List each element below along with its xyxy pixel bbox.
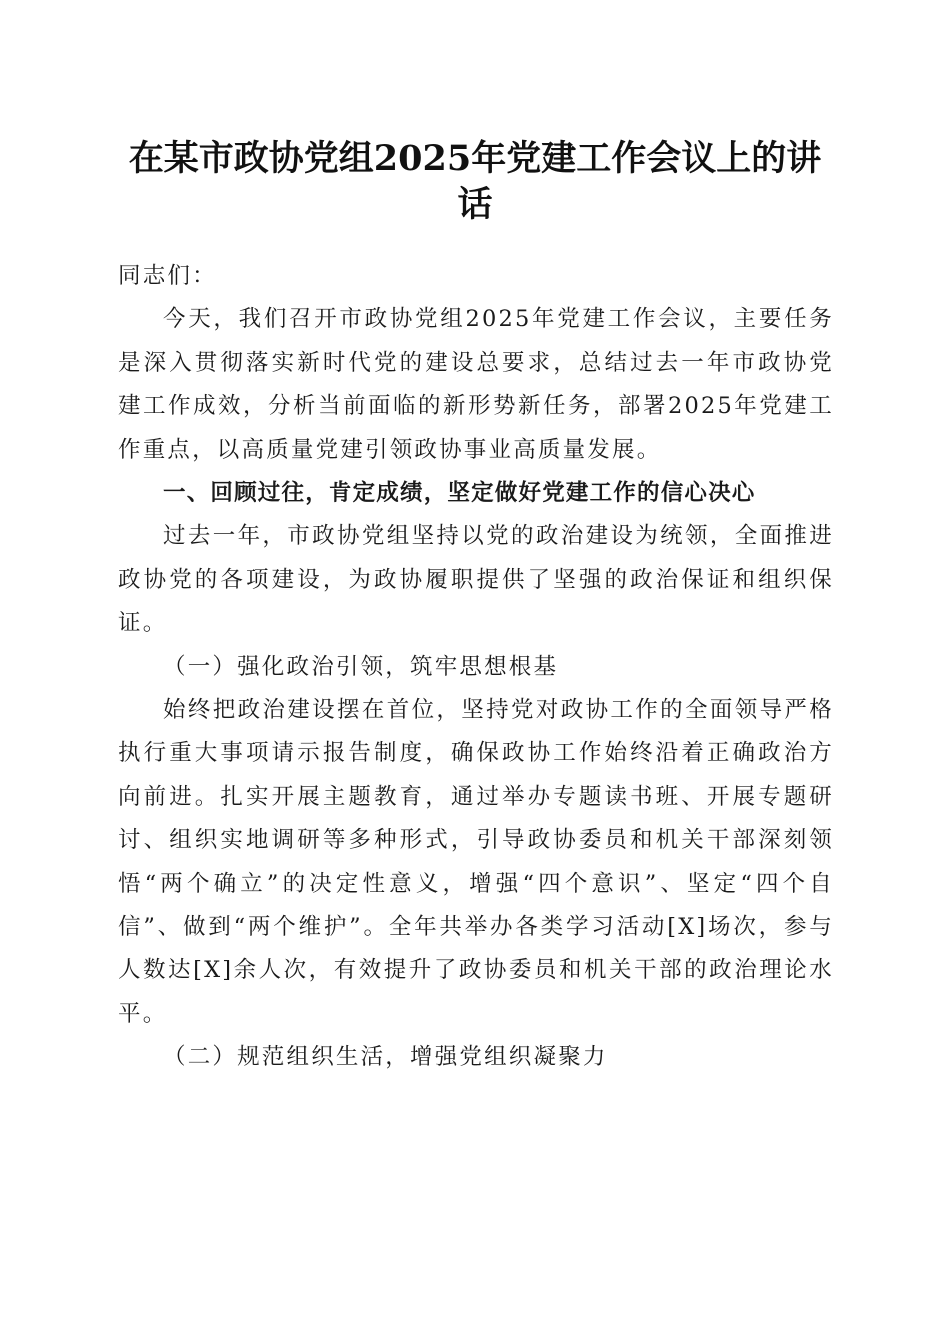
document-title: 在某市政协党组2025年党建工作会议上的讲话 <box>128 138 822 225</box>
subsection-1-heading: （一）强化政治引领，筑牢思想根基 <box>163 653 559 680</box>
section-1-heading: 一、回顾过往，肯定成绩，坚定做好党建工作的信心决心 <box>163 480 756 507</box>
document-body <box>118 255 834 1080</box>
intro-paragraph: 今天，我们召开市政协党组2025年党建工作会议，主要任务是深入贯彻落实新时代党的建设总要求，总结过去一年市政协党建工作成效，分析当前面临的新形势新任务，部署2025年党建工作重点，以高质量党建引领政协事业高质量发展。 <box>118 306 834 463</box>
section-1-intro-paragraph: 过去一年，市政协党组坚持以党的政治建设为统领，全面推进政协党的各项建设，为政协履职提供了坚强的政治保证和组织保证。 <box>118 523 834 637</box>
subsection-1-paragraph: 始终把政治建设摆在首位，坚持党对政协工作的全面领导严格执行重大事项请示报告制度，确保政协工作始终沿着正确政治方向前进。扎实开展主题教育，通过举办专题读书班、开展专题研讨、组织实地调研等多种形式，引导政协委员和机关干部深刻领悟“两个确立”的决定性意义，增强“四个意识”、坚定“四个自信”、做到“两个维护”。全年共举办各类学习活动[X]场次，参与人数达[X]余人次，有效提升了政协委员和机关干部的政治理论水平。 <box>118 697 834 1027</box>
salutation: 同志们： <box>118 263 217 289</box>
subsection-2-heading: （二）规范组织生活，增强党组织凝聚力 <box>163 1044 608 1071</box>
